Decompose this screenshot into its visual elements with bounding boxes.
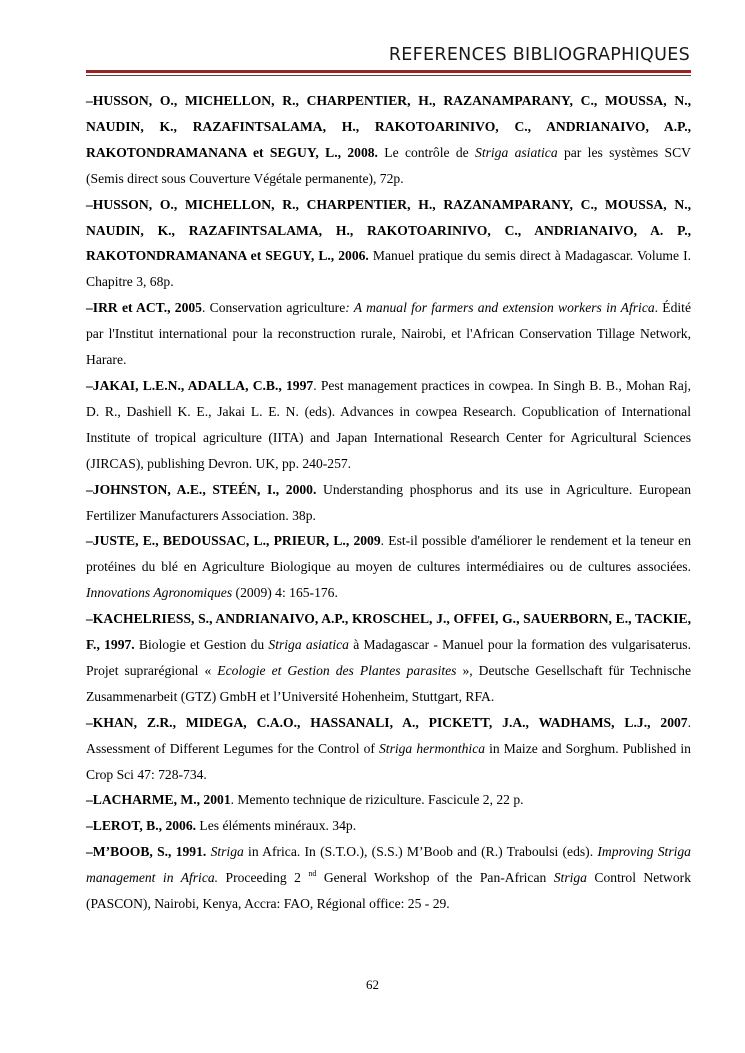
reference-entry: [86, 295, 691, 373]
reference-text: », Deutsche Gesellschaft für Technische Zusammenarbeit (GTZ) GmbH et l’Université Hohenheim, Stuttgart, RFA.: [86, 662, 691, 704]
header-rule-thin: [86, 75, 691, 76]
reference-entry: [86, 813, 691, 839]
reference-entry: [86, 606, 691, 710]
page-number: 62: [366, 977, 379, 992]
reference-text: . Pest management practices in cowpea. In Singh B. B., Mohan Raj, D. R., Dashiell K. E., Jakai L. E. N. (eds). Advances in cowpea Research. Copublication of International Institute of tropical agriculture (IITA) and Japan International Research Center for Agricultural Sciences (JIRCAS), publishing Devron. UK, pp. 240-257.: [86, 377, 691, 471]
reference-entry: [86, 787, 691, 813]
reference-text: Manuel pratique du semis direct à Madagascar. Volume I. Chapitre 3, 68p.: [86, 248, 691, 290]
reference-italic: Innovations Agronomiques: [86, 585, 233, 601]
reference-text: Control Network (PASCON), Nairobi, Kenya, Accra: FAO, Régional office: 25 - 29.: [86, 870, 691, 912]
reference-text: . Assessment of Different Legumes for the Control of: [86, 714, 691, 756]
reference-text: Understanding phosphorus and its use in Agriculture. European Fertilizer Manufacturers Association. 38p.: [86, 481, 691, 523]
reference-text: . Est-il possible d'améliorer le rendement et la teneur en protéines du blé en Agriculture Biologique au moyen de cultures intermédiaires ou de cultures associées.: [86, 533, 691, 575]
reference-text: in Maize and Sorghum. Published in Crop Sci 47: 728-734.: [86, 740, 691, 782]
reference-italic: Improving Striga management in Africa.: [86, 844, 691, 886]
reference-authors: –HUSSON, O., MICHELLON, R., CHARPENTIER, H., RAZANAMPARANY, C., MOUSSA, N., NAUDIN, K., RAZAFINTSALAMA, H., RAKOTOARINIVO, C., ANDRIANAIVO, A.P., RAKOTONDRAMANANA et SEGUY, L., 2008.: [86, 93, 691, 160]
reference-authors: –KACHELRIESS, S., ANDRIANAIVO, A.P., KROSCHEL, J., OFFEI, G., SAUERBORN, E., TACKIE, F., 1997.: [86, 611, 691, 653]
reference-authors: –JUSTE, E., BEDOUSSAC, L., PRIEUR, L., 2009: [86, 533, 381, 549]
reference-authors: –KHAN, Z.R., MIDEGA, C.A.O., HASSANALI, A., PICKETT, J.A., WADHAMS, L.J., 2007: [86, 714, 688, 730]
reference-authors: –JOHNSTON, A.E., STEÉN, I., 2000.: [86, 481, 317, 497]
reference-italic: Striga: [210, 844, 244, 860]
reference-entry: [86, 477, 691, 529]
running-header: REFERENCES BIBLIOGRAPHIQUES: [388, 45, 690, 65]
reference-entry: [86, 710, 691, 788]
reference-list: [86, 88, 691, 917]
reference-text: à Madagascar - Manuel pour la formation des vulgarisaterus. Projet suprarégional «: [86, 637, 691, 678]
reference-text: in Africa. In (S.T.O.), (S.S.) M’Boob and (R.) Traboulsi (eds).: [243, 844, 598, 860]
header-rule-thick: [86, 70, 691, 73]
reference-italic: Striga asiatica: [475, 144, 558, 160]
reference-text: . Conservation agriculture: [201, 300, 346, 316]
reference-authors: –LACHARME, M., 2001: [86, 792, 231, 808]
reference-italic: : A manual for farmers and extension workers in Africa: [345, 300, 655, 316]
reference-text: Proceeding 2: [218, 870, 309, 886]
reference-entry: [86, 88, 691, 192]
reference-authors: –JAKAI, L.E.N., ADALLA, C.B., 1997: [86, 377, 314, 393]
reference-text: . Édité par l'Institut international pour la reconstruction rurale, Nairobi, et l'African Conservation Tillage Network, Harare.: [86, 300, 691, 368]
reference-authors: –IRR et ACT., 2005: [86, 300, 202, 316]
reference-authors: –M’BOOB, S., 1991.: [86, 844, 207, 860]
reference-text: Les éléments minéraux. 34p.: [196, 818, 357, 834]
reference-italic: Striga hermonthica: [379, 740, 486, 756]
reference-text: . Memento technique de riziculture. Fascicule 2, 22 p.: [230, 792, 524, 808]
reference-entry: [86, 839, 691, 917]
reference-text: Biologie et Gestion du: [134, 637, 269, 653]
reference-text: General Workshop of the Pan-African: [316, 870, 554, 886]
reference-authors: –HUSSON, O., MICHELLON, R., CHARPENTIER, H., RAZANAMPARANY, C., MOUSSA, N., NAUDIN, K., RAZAFINTSALAMA, H., RAKOTOARINIVO, C., ANDRIANAIVO, A. P., RAKOTONDRAMANANA et SEGUY, L., 2006.: [86, 196, 691, 264]
reference-text: par les systèmes SCV (Semis direct sous Couverture Végétale permanente), 72p.: [86, 144, 691, 186]
reference-entry: [86, 528, 691, 606]
reference-text: Le contrôle de: [377, 144, 476, 160]
reference-italic: Ecologie et Gestion des Plantes parasites: [217, 662, 457, 678]
reference-italic: Striga asiatica: [268, 637, 349, 653]
reference-entry: [86, 373, 691, 477]
reference-text: (2009) 4: 165-176.: [232, 585, 338, 601]
reference-entry: [86, 192, 691, 296]
superscript: nd: [308, 869, 317, 879]
reference-italic: Striga: [553, 870, 587, 886]
reference-authors: –LEROT, B., 2006.: [86, 818, 197, 834]
